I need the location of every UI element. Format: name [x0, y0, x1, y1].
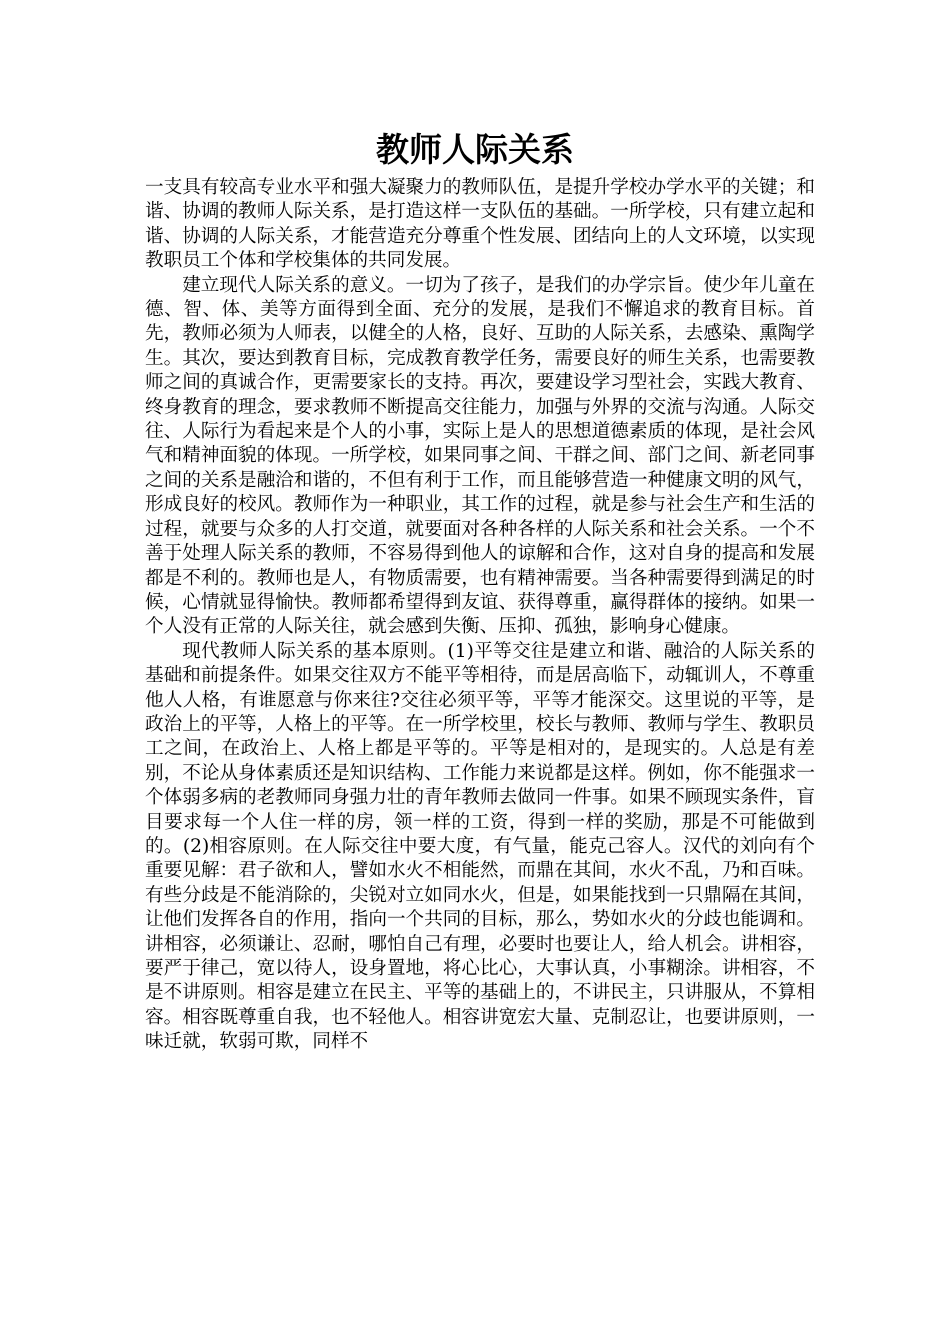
paragraph-significance: 建立现代人际关系的意义。一切为了孩子，是我们的办学宗旨。使少年儿童在德、智、体、美等方面得到全面、充分的发展，是我们不懈追求的教育目标。首先，教师必须为人师表，以健全的人格，良好、互助的人际关系，去感染、熏陶学生。其次，要达到教育目标，完成教育教学任务，需要良好的师生关系，也需要教师之间的真诚合作，更需要家长的支持。再次，要建设学习型社会，实践大教育、终身教育的理念，要求教师不断提高交往能力，加强与外界的交流与沟通。人际交往、人际行为看起来是个人的小事，实际上是人的思想道德素质的体现，是社会风气和精神面貌的体现。一所学校，如果同事之间、干群之间、部门之间、新老同事之间的关系是融洽和谐的，不但有利于工作，而且能够营造一种健康文明的风气，形成良好的校风。教师作为一种职业，其工作的过程，就是参与社会生产和生活的过程，就要与众多的人打交道，就要面对各种各样的人际关系和社会关系。一个不善于处理人际关系的教师，不容易得到他人的谅解和合作，这对自身的提高和发展都是不利的。教师也是人，有物质需要，也有精神需要。当各种需要得到满足的时候，心情就显得愉快。教师都希望得到友谊、获得尊重，赢得群体的接纳。如果一个人没有正常的人际关往，就会感到失衡、压抑、孤独，影响身心健康。 — [145, 274, 815, 638]
document-body — [145, 176, 815, 1055]
paragraph-intro: 一支具有较高专业水平和强大凝聚力的教师队伍，是提升学校办学水平的关键；和谐、协调的教师人际关系，是打造这样一支队伍的基础。一所学校，只有建立起和谐、协调的人际关系，才能营造充分尊重个性发展、团结向上的人文环境，以实现教职员工个体和学校集体的共同发展。 — [145, 177, 815, 272]
paragraph-principles: 现代教师人际关系的基本原则。(1)平等交往是建立和谐、融洽的人际关系的基础和前提条件。如果交往双方不能平等相待，而是居高临下，动辄训人，不尊重他人人格，有谁愿意与你来往?交往必须平等，平等才能深交。这里说的平等，是政治上的平等，人格上的平等。在一所学校里，校长与教师、教师与学生、教职员工之间，在政治上、人格上都是平等的。平等是相对的，是现实的。人总是有差别，不论从身体素质还是知识结构、工作能力来说都是这样。例如，你不能强求一个体弱多病的老教师同身强力壮的青年教师去做同一件事。如果不顾现实条件，盲目要求每一个人住一样的房，领一样的工资，得到一样的奖励，那是不可能做到的。(2)相容原则。在人际交往中要大度，有气量，能克己容人。汉代的刘向有个重要见解：君子欲和人，譬如水火不相能然，而鼎在其间，水火不乱，乃和百味。有些分歧是不能消除的，尖锐对立如同水火，但是，如果能找到一只鼎隔在其间，让他们发挥各自的作用，指向一个共同的目标，那么，势如水火的分歧也能调和。讲相容，必须谦让、忍耐，哪怕自己有理，必要时也要让人，给人机会。讲相容，要严于律己，宽以待人，设身置地，将心比心，大事认真，小事糊涂。讲相容，不是不讲原则。相容是建立在民主、平等的基础上的，不讲民主，只讲服从，不算相容。相容既尊重自我，也不轻他人。相容讲宽宏大量、克制忍让，也要讲原则，一味迁就，软弱可欺，同样不 — [145, 640, 815, 1053]
document-title: 教师人际关系 — [376, 130, 574, 169]
